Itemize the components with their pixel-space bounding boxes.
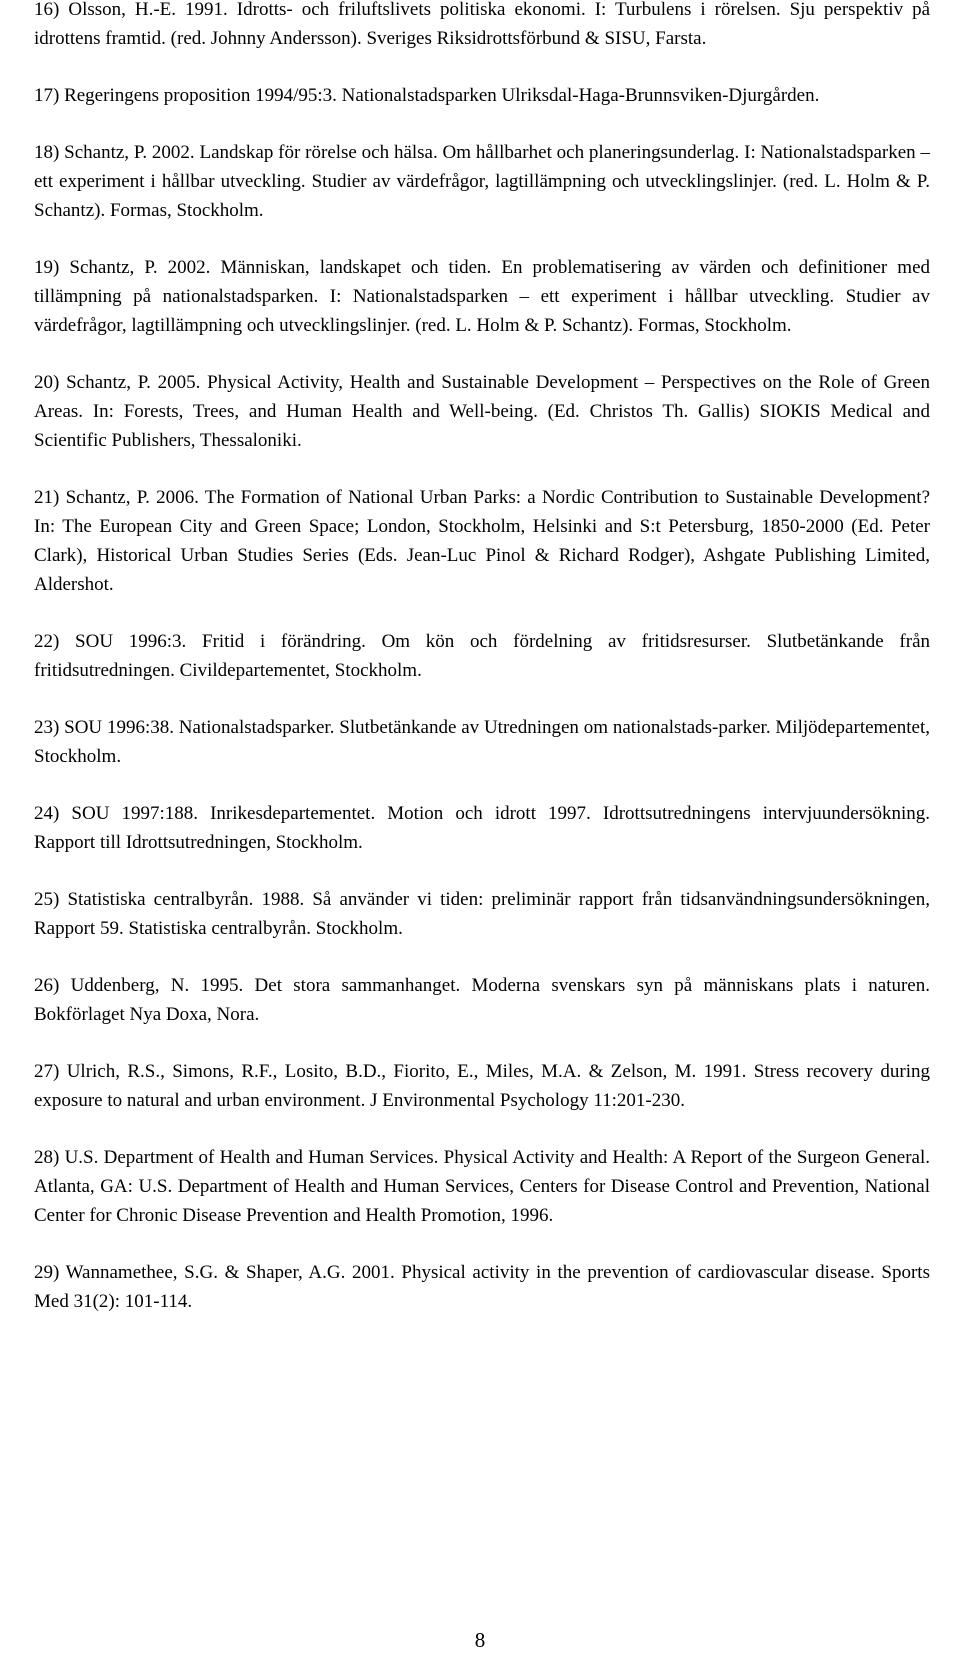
reference-number: 21) bbox=[34, 487, 60, 508]
reference-item bbox=[34, 253, 930, 340]
reference-item bbox=[34, 138, 930, 225]
reference-number: 26) bbox=[34, 975, 60, 996]
reference-text: SOU 1997:188. Inrikesdepartementet. Motion och idrott 1997. Idrottsutredningens intervjuundersökning. Rapport till Idrottsutredningen, Stockholm. bbox=[34, 803, 930, 853]
reference-text: SOU 1996:38. Nationalstadsparker. Slutbetänkande av Utredningen om nationalstads-parker. Miljödepartementet, Stockholm. bbox=[34, 717, 930, 767]
reference-number: 23) bbox=[34, 717, 60, 738]
reference-number: 22) bbox=[34, 631, 60, 652]
reference-number: 16) bbox=[34, 0, 60, 20]
reference-text: Wannamethee, S.G. & Shaper, A.G. 2001. Physical activity in the prevention of cardiovascular disease. Sports Med 31(2): 101-114. bbox=[34, 1262, 930, 1312]
reference-text: Olsson, H.-E. 1991. Idrotts- och friluftslivets politiska ekonomi. I: Turbulens i rörelsen. Sju perspektiv på idrottens framtid. (red. Johnny Andersson). Sveriges Riksidrottsförbund & SISU, Farsta. bbox=[34, 0, 931, 49]
reference-number: 29) bbox=[34, 1262, 60, 1283]
reference-number: 18) bbox=[34, 142, 60, 163]
reference-item bbox=[34, 1057, 930, 1115]
reference-item bbox=[34, 0, 930, 53]
reference-text: Schantz, P. 2002. Landskap för rörelse och hälsa. Om hållbarhet och planeringsunderlag. I: Nationalstadsparken – ett experiment i hållbar utveckling. Studier av värdefrågor, lagtillämpning och utvecklingslinjer. (red. L. Holm & P. Schantz). Formas, Stockholm. bbox=[34, 142, 930, 221]
reference-text: U.S. Department of Health and Human Services. Physical Activity and Health: A Report of the Surgeon General. Atlanta, GA: U.S. Department of Health and Human Services, Centers for Disease Control and Prevention, National Center for Chronic Disease Prevention and Health Promotion, 1996. bbox=[34, 1147, 930, 1226]
reference-text: SOU 1996:3. Fritid i förändring. Om kön och fördelning av fritidsresurser. Slutbetänkande från fritidsutredningen. Civildepartementet, Stockholm. bbox=[34, 631, 931, 681]
reference-item bbox=[34, 483, 930, 599]
reference-list bbox=[34, 0, 930, 1344]
reference-number: 20) bbox=[34, 372, 60, 393]
reference-text: Schantz, P. 2002. Människan, landskapet och tiden. En problematisering av värden och definitioner med tillämpning på nationalstadsparken. I: Nationalstadsparken – ett experiment i hållbar utveckling. Studier av värdefrågor, lagtillämpning och utvecklingslinjer. (red. L. Holm & P. Schantz). Formas, Stockholm. bbox=[34, 257, 931, 336]
reference-number: 19) bbox=[34, 257, 60, 278]
reference-number: 17) bbox=[34, 85, 60, 106]
reference-item bbox=[34, 971, 930, 1029]
reference-text: Statistiska centralbyrån. 1988. Så använder vi tiden: preliminär rapport från tidsanvändningsundersökningen, Rapport 59. Statistiska centralbyrån. Stockholm. bbox=[34, 889, 931, 939]
reference-number: 25) bbox=[34, 889, 60, 910]
reference-number: 28) bbox=[34, 1147, 60, 1168]
reference-text: Ulrich, R.S., Simons, R.F., Losito, B.D., Fiorito, E., Miles, M.A. & Zelson, M. 1991. Stress recovery during exposure to natural and urban environment. J Environmental Psychology 11:201-230. bbox=[34, 1061, 930, 1111]
reference-item bbox=[34, 81, 930, 110]
reference-item bbox=[34, 1143, 930, 1230]
page-number: 8 bbox=[474, 1628, 486, 1652]
reference-text: Regeringens proposition 1994/95:3. Nationalstadsparken Ulriksdal-Haga-Brunnsviken-Djurgården. bbox=[64, 85, 820, 106]
reference-text: Schantz, P. 2006. The Formation of National Urban Parks: a Nordic Contribution to Sustainable Development? In: The European City and Green Space; London, Stockholm, Helsinki and S:t Petersburg, 1850-2000 (Ed. Peter Clark), Historical Urban Studies Series (Eds. Jean-Luc Pinol & Richard Rodger), Ashgate Publishing Limited, Aldershot. bbox=[34, 487, 930, 595]
reference-item bbox=[34, 885, 930, 943]
reference-item bbox=[34, 368, 930, 455]
reference-number: 24) bbox=[34, 803, 60, 824]
reference-item bbox=[34, 713, 930, 771]
reference-item bbox=[34, 1258, 930, 1316]
reference-number: 27) bbox=[34, 1061, 60, 1082]
reference-text: Schantz, P. 2005. Physical Activity, Health and Sustainable Development – Perspectives on the Role of Green Areas. In: Forests, Trees, and Human Health and Well-being. (Ed. Christos Th. Gallis) SIOKIS Medical and Scientific Publishers, Thessaloniki. bbox=[34, 372, 931, 451]
reference-item bbox=[34, 627, 930, 685]
reference-item bbox=[34, 799, 930, 857]
reference-text: Uddenberg, N. 1995. Det stora sammanhanget. Moderna svenskars syn på människans plats i naturen. Bokförlaget Nya Doxa, Nora. bbox=[34, 975, 930, 1025]
